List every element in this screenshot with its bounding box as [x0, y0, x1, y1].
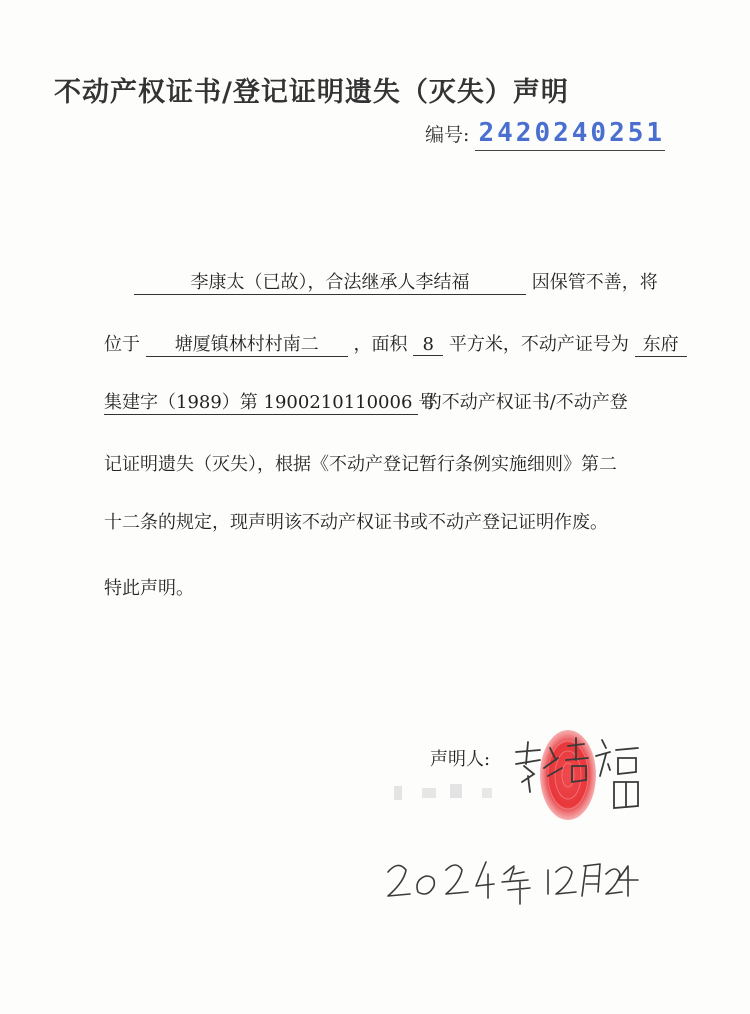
closing-statement: 特此声明。	[104, 578, 194, 599]
area-field: 8	[413, 334, 443, 356]
document-number	[425, 116, 665, 151]
certificate-number-field-start: 东府	[635, 330, 687, 357]
handwritten-signature	[510, 720, 650, 830]
body-line-4: 记证明遗失（灭失），根据《不动产登记暂行条例实施细则》第二	[104, 454, 617, 475]
deceased-heir-field: 李康太（已故），合法继承人李结福	[134, 268, 526, 295]
location-prefix: 位于	[104, 334, 140, 355]
print-smudge	[392, 772, 512, 812]
location-field: 塘厦镇林村村南二	[146, 330, 348, 357]
body-line-5: 十二条的规定，现声明该不动产权证书或不动产登记证明作废。	[104, 512, 608, 533]
body-line-3-tail: 的不动产权证书/不动产登	[423, 392, 628, 413]
document-title: 不动产权证书/登记证明遗失（灭失）声明	[54, 77, 569, 108]
body-line-1-tail: 因保管不善，将	[531, 272, 658, 293]
body-line-3	[104, 388, 628, 415]
certificate-number-field-end: 集建字（1989）第 1900210110006 号	[104, 388, 418, 415]
area-unit-text: 平方米，不动产证号为	[448, 334, 629, 355]
handwritten-date	[380, 852, 640, 912]
number-label: 编号:	[425, 124, 470, 146]
area-label: ，面积	[353, 334, 408, 355]
declarant-label: 声明人:	[430, 749, 491, 770]
number-value: 2420240251	[475, 116, 666, 151]
body-line-2	[104, 330, 687, 357]
body-line-1	[134, 268, 658, 295]
